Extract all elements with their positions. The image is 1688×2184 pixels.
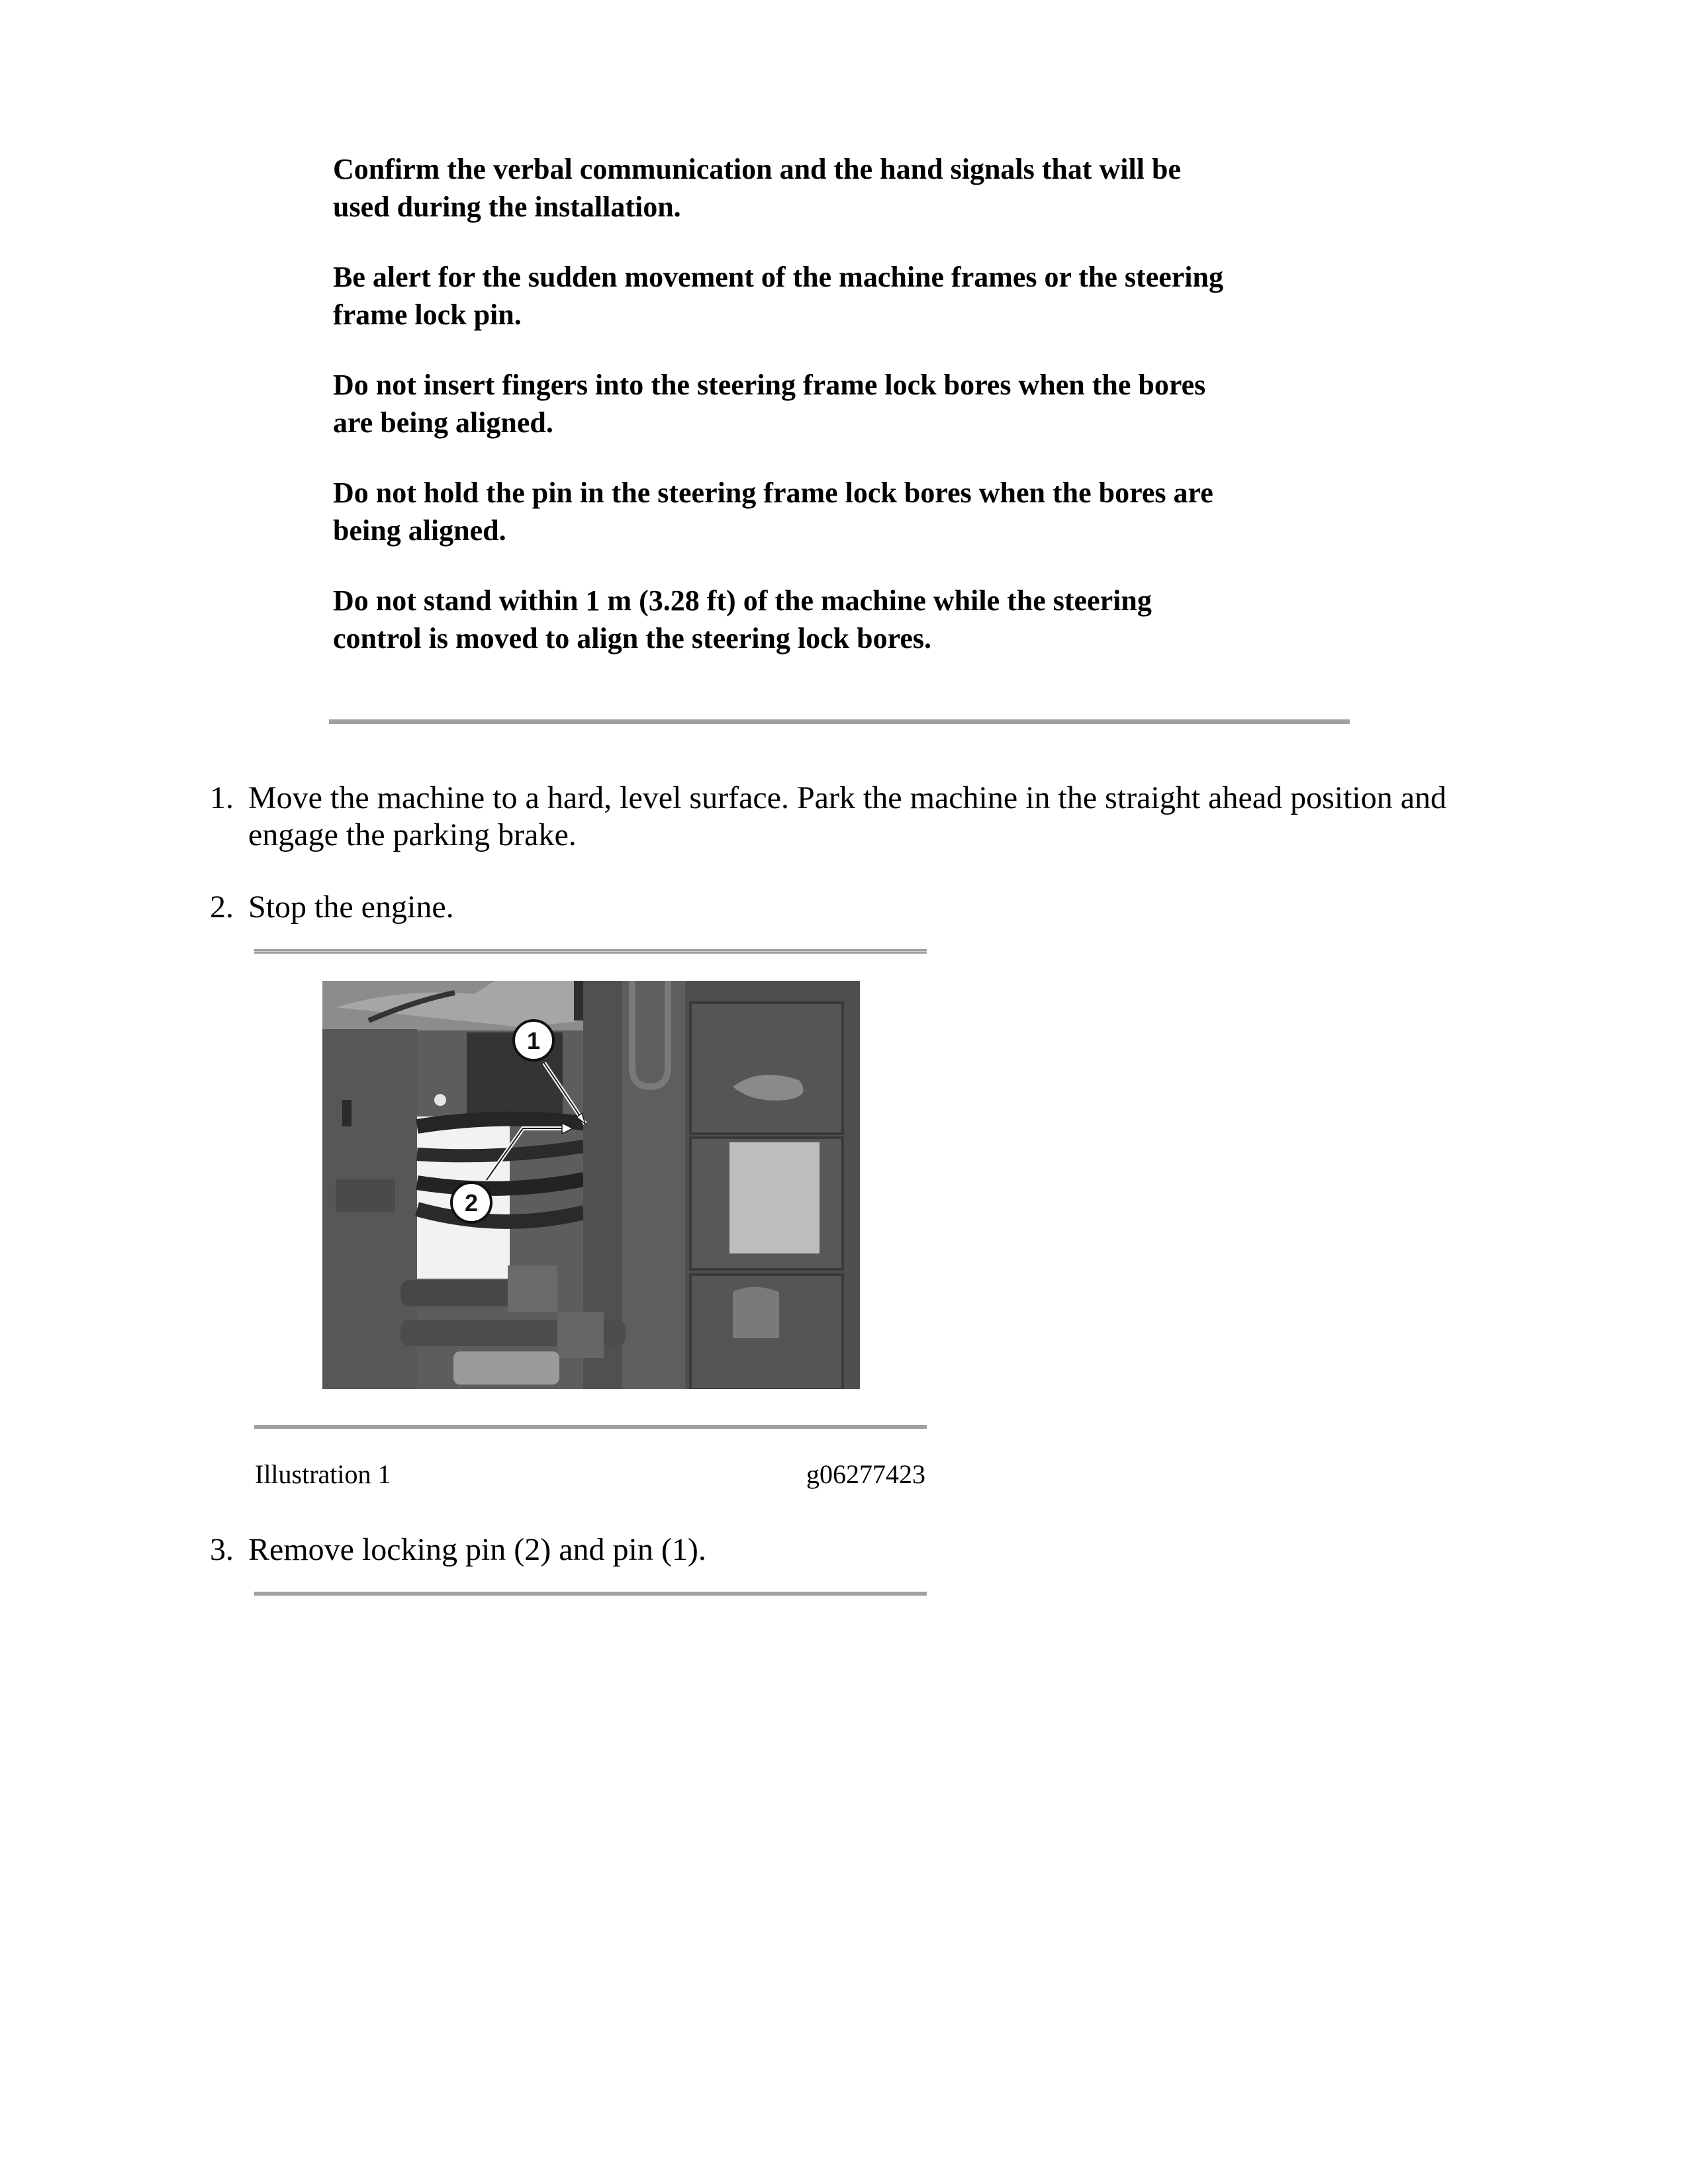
warning-line: Confirm the verbal communication and the hand signals that will be xyxy=(333,153,1181,185)
warning-line: control is moved to align the steering lock bores. xyxy=(333,622,931,655)
illustration-photo xyxy=(322,981,860,1389)
photo-pin-boss xyxy=(508,1265,557,1312)
step-line: Move the machine to a hard, level surface. Park the machine in the straight ahead position and xyxy=(248,780,1447,815)
step-3-divider xyxy=(254,1592,927,1596)
warning-paragraph xyxy=(333,366,1223,441)
warning-line: Do not insert fingers into the steering frame lock bores when the bores xyxy=(333,369,1206,401)
photo-rod xyxy=(453,1351,559,1385)
step-number: 1. xyxy=(210,780,234,815)
warning-paragraph xyxy=(333,474,1223,549)
callout-2-label: 2 xyxy=(464,1189,479,1216)
illustration-bottom-divider xyxy=(254,1425,927,1429)
photo-cabinet-panel-top xyxy=(690,1003,843,1134)
warning-paragraph xyxy=(333,150,1223,226)
step-text xyxy=(248,1531,706,1569)
step-line: engage the parking brake. xyxy=(248,817,577,852)
photo-light-component xyxy=(729,1142,820,1253)
step-line: Remove locking pin (2) and pin (1). xyxy=(248,1532,706,1567)
photo-cylinder xyxy=(400,1280,526,1306)
warning-paragraph xyxy=(333,582,1223,657)
warning-end-divider xyxy=(329,719,1350,724)
illustration-label: Illustration 1 xyxy=(255,1459,391,1489)
warning-line: frame lock pin. xyxy=(333,298,522,331)
warning-paragraph xyxy=(333,258,1223,334)
illustration-top-divider xyxy=(254,949,927,954)
step-text xyxy=(248,780,1446,854)
illustration-caption xyxy=(255,1459,925,1490)
photo-pin-boss xyxy=(557,1312,604,1358)
step-text xyxy=(248,889,454,926)
warning-line: being aligned. xyxy=(333,514,506,547)
machine-photo-graphic xyxy=(322,981,860,1389)
photo-bracket xyxy=(733,1287,779,1339)
photo-slot xyxy=(342,1100,352,1126)
warning-block xyxy=(333,150,1223,690)
warning-line: used during the installation. xyxy=(333,191,681,223)
illustration-code: g06277423 xyxy=(806,1459,925,1489)
step-number: 2. xyxy=(210,889,234,925)
callout-1-label: 1 xyxy=(526,1027,541,1054)
warning-line: Be alert for the sudden movement of the machine frames or the steering xyxy=(333,261,1223,293)
warning-line: Do not stand within 1 m (3.28 ft) of the machine while the steering xyxy=(333,584,1152,617)
warning-line: Do not hold the pin in the steering frame lock bores when the bores are xyxy=(333,477,1213,509)
step-line: Stop the engine. xyxy=(248,889,454,925)
photo-bolt xyxy=(434,1094,446,1106)
photo-plate-mark xyxy=(336,1179,395,1212)
photo-hose xyxy=(417,1119,584,1126)
warning-line: are being aligned. xyxy=(333,406,553,439)
step-number: 3. xyxy=(210,1532,234,1567)
